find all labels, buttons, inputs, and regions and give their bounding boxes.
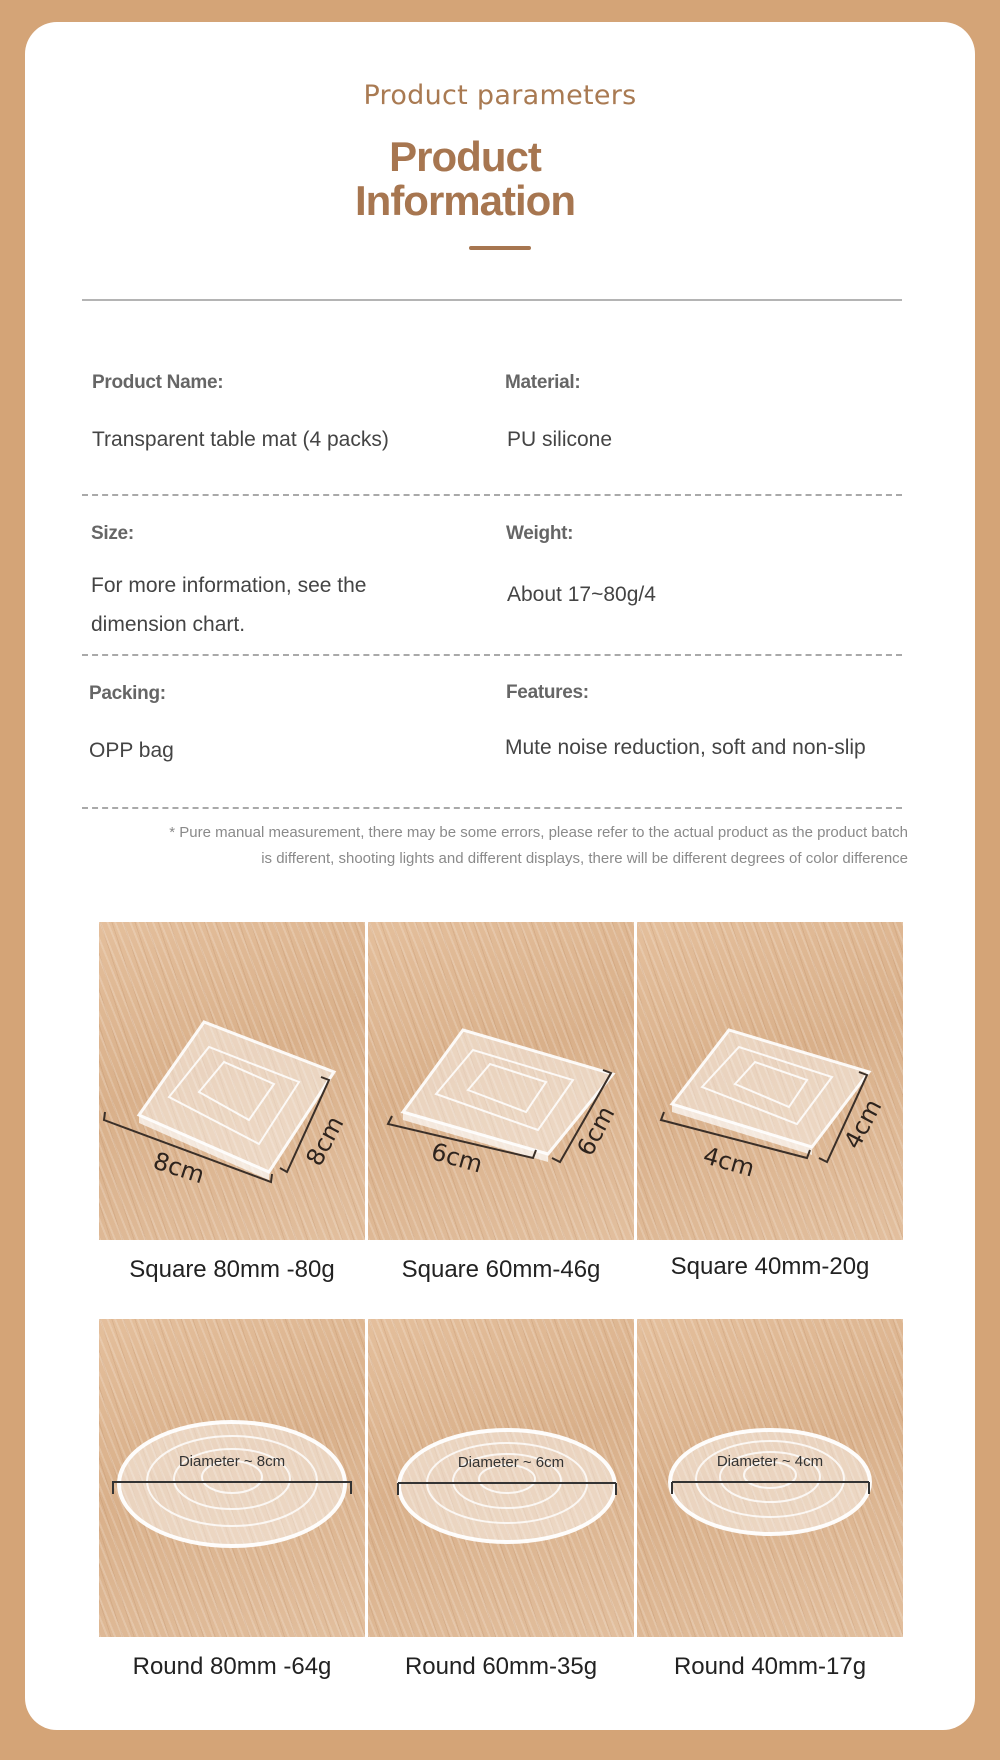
- round-mat-photo: [99, 1319, 365, 1637]
- dashed-divider: [82, 807, 902, 809]
- mat-caption: Round 80mm -64g: [132, 1653, 332, 1680]
- round-mat-icon: [119, 1422, 345, 1546]
- size-value-line1: For more information, see the: [91, 574, 367, 597]
- square-mats-gallery: [99, 922, 903, 1284]
- packing-value: OPP bag: [89, 739, 174, 762]
- mat-caption: Round 40mm-17g: [673, 1653, 867, 1680]
- mat-caption: Square 60mm-46g: [401, 1256, 601, 1283]
- size-value-line2: dimension chart.: [91, 613, 246, 636]
- features-label: Features:: [506, 682, 589, 703]
- diameter-label: Diameter ~ 8cm: [178, 1453, 286, 1470]
- square-mat-photo: [99, 922, 365, 1240]
- mat-caption: Round 60mm-35g: [404, 1653, 598, 1680]
- packing-label: Packing:: [89, 683, 166, 704]
- dashed-divider: [82, 494, 902, 496]
- note-line-2: is different, shooting lights and different displays, there will be different degrees of color difference: [261, 850, 908, 867]
- diameter-label: Diameter ~ 4cm: [716, 1453, 824, 1470]
- width-label: 6cm: [428, 1137, 486, 1179]
- width-label: 8cm: [149, 1146, 208, 1190]
- material-label: Material:: [505, 372, 581, 393]
- features-value: Mute noise reduction, soft and non-slip: [505, 736, 866, 759]
- section-subtitle: Product parameters: [363, 80, 637, 111]
- measurement-note: [148, 820, 908, 872]
- divider: [82, 299, 902, 301]
- square-mat-photo: [368, 922, 634, 1240]
- material-value: PU silicone: [507, 428, 613, 451]
- mat-caption: Square 80mm -80g: [129, 1256, 335, 1283]
- length-label: 8cm: [300, 1111, 350, 1171]
- round-mat-photo: [368, 1319, 634, 1637]
- product-name-label: Product Name:: [92, 372, 224, 393]
- length-label: 6cm: [571, 1101, 621, 1161]
- weight-value: About 17~80g/4: [507, 583, 656, 606]
- section-title: Product Information: [355, 133, 575, 224]
- mat-caption: Square 40mm-20g: [670, 1253, 870, 1280]
- weight-label: Weight:: [506, 523, 574, 544]
- diameter-label: Diameter ~ 6cm: [457, 1454, 565, 1471]
- note-line-1: * Pure manual measurement, there may be some errors, please refer to the actual product as the product batch: [169, 824, 908, 841]
- round-mat-photo: [637, 1319, 903, 1637]
- length-label: 4cm: [838, 1094, 888, 1154]
- product-name-value: Transparent table mat (4 packs): [92, 428, 389, 451]
- title-underline: [469, 246, 531, 250]
- square-mat-photo: [637, 922, 903, 1240]
- size-label: Size:: [91, 523, 134, 544]
- dashed-divider: [82, 654, 902, 656]
- round-mats-gallery: [99, 1319, 903, 1681]
- width-label: 4cm: [700, 1141, 758, 1183]
- round-mat-icon: [399, 1430, 615, 1542]
